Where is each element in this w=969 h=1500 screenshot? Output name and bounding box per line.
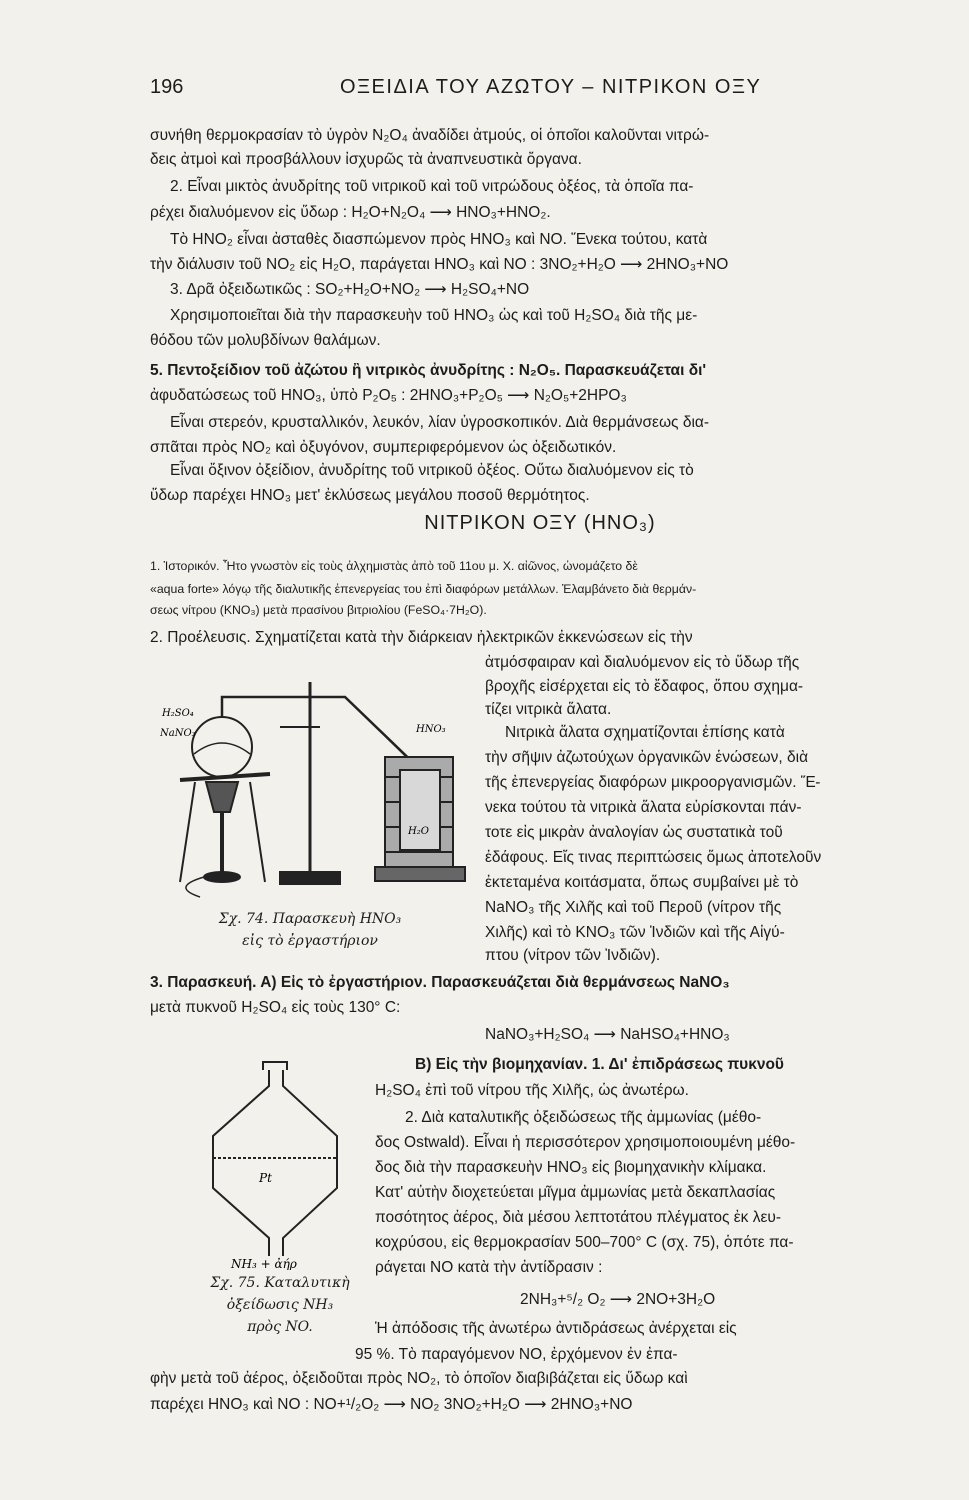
origin-line: πτου (νίτρον τῶν Ἰνδιῶν). [485, 947, 661, 964]
caption-line: Σχ. 75. Καταλυτικὴ [210, 1275, 350, 1291]
figure-74-apparatus [160, 672, 480, 904]
text-line: Εἶναι στερεόν, κρυσταλλικόν, λευκόν, λίαν ὑγροσκοπικόν. Διὰ θερμάνσεως δια- [170, 414, 710, 431]
industry-line: H₂SO₄ ἐπὶ τοῦ νίτρου τῆς Χιλῆς, ὡς ἀνωτέρω. [375, 1082, 689, 1099]
origin-line: τίζει νιτρικὰ ἅλατα. [485, 701, 612, 718]
history-line: «aqua forte» λόγῳ τῆς διαλυτικῆς ἐπενεργείας του ἐπὶ διαφόρων μετάλλων. Ἐλαμβάνετο διὰ θερμάν- [150, 582, 697, 596]
origin-line: νεκα τούτου τὰ νιτρικὰ ἅλατα εὑρίσκονται πάν- [485, 799, 802, 816]
final-line: φὴν μετὰ τοῦ ἀέρος, ὀξειδοῦται πρὸς NO₂, τὸ ὁποῖον διαβιβάζεται εἰς ὕδωρ καὶ [150, 1370, 688, 1387]
running-title: ΟΞΕΙΔΙΑ ΤΟΥ ΑΖΩΤΟΥ – ΝΙΤΡΙΚΟΝ ΟΞΥ [340, 76, 762, 98]
text-line: ρέχει διαλυόμενον εἰς ὕδωρ : H₂O+N₂O₄ ⟶ HNO₃+HNO₂. [150, 204, 551, 221]
industry-line: δος διὰ τὴν παρασκευὴν HNO₃ εἰς βιομηχανικὴν κλίμακα. [375, 1159, 767, 1176]
industry-line: ποσότητος ἀέρος, διὰ μέσου λεπτοτάτου πλέγματος ἐκ λευ- [375, 1209, 782, 1226]
origin-line: βροχῆς εἰσέρχεται εἰς τὸ ἔδαφος, ὅπου σχημα- [485, 678, 804, 695]
text-line: τὴν διάλυσιν τοῦ NO₂ εἰς H₂O, παράγεται HNO₃ καὶ NO : 3NO₂+H₂O ⟶ 2HNO₃+NO [150, 256, 729, 273]
industry-line: κοχρύσου, εἰς θερμοκρασίαν 500–700° C (σχ. 75), ὁπότε πα- [375, 1234, 794, 1251]
text-line: Χρησιμοποιεῖται διὰ τὴν παρασκευὴν τοῦ HNO₃ ὡς καὶ τοῦ H₂SO₄ διὰ τῆς με- [170, 307, 698, 324]
origin-line: Χιλῆς) καὶ τὸ KNO₃ τῶν Ἰνδιῶν καὶ τῆς Αἰγύ- [485, 924, 785, 941]
origin-line: ἐκτεταμένα κοιτάσματα, ὅπως συμβαίνει μὲ τὸ [485, 874, 799, 891]
section-title: ΝΙΤΡΙΚΟΝ ΟΞΥ (HNO₃) [424, 512, 656, 534]
text-line: Εἶναι ὄξινον ὀξείδιον, ἀνυδρίτης τοῦ νιτρικοῦ ὀξέος. Οὕτω διαλυόμενον εἰς τὸ [170, 462, 694, 479]
prep-line: μετὰ πυκνοῦ H₂SO₄ εἰς τοὺς 130° C: [150, 999, 401, 1016]
industry-line: Β) Εἰς τὴν βιομηχανίαν. 1. Δι' ἐπιδράσεως πυκνοῦ [415, 1056, 784, 1073]
label-hno3: HNO₃ [416, 724, 446, 735]
text-line: δεις ἀτμοὶ καὶ προσβάλλουν ἰσχυρῶς τὰ ἀναπνευστικὰ ὄργανα. [150, 151, 582, 168]
label-pt: Pt [259, 1171, 272, 1185]
industry-line: ράγεται NO κατὰ τὴν ἀντίδρασιν : [375, 1259, 603, 1276]
origin-line: τοτε εἰς μικρὰν ἀναλογίαν ὡς συστατικὰ τοῦ [485, 824, 783, 841]
label-h2o: H₂O [408, 826, 429, 837]
text-line: ἀφυδατώσεως τοῦ HNO₃, ὑπὸ P₂O₅ : 2HNO₃+P₂O₅ ⟶ N₂O₅+2HPO₃ [150, 387, 627, 404]
yield-line: Ἡ ἀπόδοσις τῆς ἀνωτέρω ἀντιδράσεως ἀνέρχεται εἰς [375, 1320, 737, 1337]
label-nano3: NaNO₃ [160, 728, 196, 739]
page-number: 196 [150, 76, 184, 98]
origin-line: NaNO₃ τῆς Χιλῆς καὶ τοῦ Περοῦ (νίτρον τῆς [485, 899, 782, 916]
origin-line: ἀτμόσφαιραν καὶ διαλυόμενον εἰς τὸ ὕδωρ τῆς [485, 654, 800, 671]
figure-75-converter [195, 1060, 355, 1270]
text-line-heading: 5. Πεντοξείδιον τοῦ ἀζώτου ἢ νιτρικὸς ἀνυδρίτης : N₂O₅. Παρασκευάζεται δι' [150, 362, 707, 379]
text-line: 2. Εἶναι μικτὸς ἀνυδρίτης τοῦ νιτρικοῦ καὶ τοῦ νιτρώδους ὀξέος, τὰ ὁποῖα πα- [170, 178, 694, 195]
caption-line: εἰς τὸ ἐργαστήριον [242, 933, 378, 949]
industry-line: δος Ostwald). Εἶναι ἡ περισσότερον χρησιμοποιουμένη μέθο- [375, 1134, 796, 1151]
caption-line: Σχ. 74. Παρασκευὴ HNO₃ [218, 911, 402, 927]
ostwald-equation: 2NH₃+⁵/₂ O₂ ⟶ 2NO+3H₂O [520, 1291, 716, 1308]
origin-line: 2. Προέλευσις. Σχηματίζεται κατὰ τὴν διάρκειαν ἠλεκτρικῶν ἐκκενώσεων εἰς τὴν [150, 629, 693, 646]
label-h2so4: H₂SO₄ [162, 708, 194, 719]
industry-line: 2. Διὰ καταλυτικῆς ὀξειδώσεως τῆς ἀμμωνίας (μέθο- [405, 1109, 762, 1126]
figure-74-caption [190, 908, 430, 952]
text-line: Τὸ HNO₂ εἶναι ἀσταθὲς διασπώμενον πρὸς HNO₃ καὶ NO. Ἕνεκα τούτου, κατὰ [170, 231, 708, 248]
history-line: σεως νίτρου (KNO₃) μετὰ πρασίνου βιτριολίου (FeSO₄·7H₂O). [150, 603, 487, 617]
text-line: 3. Δρᾶ ὀξειδωτικῶς : SO₂+H₂O+NO₂ ⟶ H₂SO₄+NO [170, 281, 530, 298]
yield-line: 95 %. Τὸ παραγόμενον NO, ἐρχόμενον ἐν ἐπα- [355, 1346, 678, 1363]
label-inlet: NH₃ + ἀήρ [231, 1257, 297, 1270]
caption-line: πρὸς NO. [247, 1319, 313, 1335]
industry-line: Κατ' αὐτὴν διοχετεύεται μῖγμα ἀμμωνίας μετὰ δεκαπλασίας [375, 1184, 776, 1201]
equation: NaNO₃+H₂SO₄ ⟶ NaHSO₄+HNO₃ [485, 1026, 730, 1043]
origin-line: Νιτρικὰ ἅλατα σχηματίζονται ἐπίσης κατὰ [505, 724, 785, 741]
final-line: παρέχει HNO₃ καὶ NO : NO+¹/₂O₂ ⟶ NO₂ 3NO₂+H₂O ⟶ 2HNO₃+NO [150, 1396, 633, 1413]
text-line: συνήθη θερμοκρασίαν τὸ ὑγρὸν N₂O₄ ἀναδίδει ἀτμούς, οἱ ὁποῖοι καλοῦνται νιτρώ- [150, 127, 710, 144]
text-line: ὕδωρ παρέχει HNO₃ μετ' ἐκλύσεως μεγάλου ποσοῦ θερμότητος. [150, 487, 590, 504]
prep-heading: 3. Παρασκευή. Α) Εἰς τὸ ἐργαστήριον. Παρασκευάζεται διὰ θερμάνσεως NaNO₃ [150, 974, 730, 991]
text-line: σπᾶται πρὸς NO₂ καὶ ὀξυγόνον, συμπεριφερόμενον ὡς ὀξειδωτικόν. [150, 439, 617, 456]
text-line: θόδου τῶν μολυβδίνων θαλάμων. [150, 332, 381, 349]
origin-line: ἐδάφους. Εἴς τινας περιπτώσεις ὅμως ἀποτελοῦν [485, 849, 822, 866]
figure-75-caption [190, 1272, 370, 1338]
origin-line: τὴν σῆψιν ἀζωτούχων ὀργανικῶν ἑνώσεων, διὰ [485, 749, 809, 766]
page-header [150, 76, 869, 106]
history-line: 1. Ἱστορικόν. Ἦτο γνωστὸν εἰς τοὺς ἀλχημιστὰς ἀπὸ τοῦ 11ου μ. Χ. αἰῶνος, ὠνομάζετο δὲ [150, 559, 638, 573]
origin-line: τῆς ἐπενεργείας διαφόρων μικροοργανισμῶν. Ἕ- [485, 774, 821, 791]
caption-line: ὀξείδωσις NH₃ [226, 1297, 334, 1313]
